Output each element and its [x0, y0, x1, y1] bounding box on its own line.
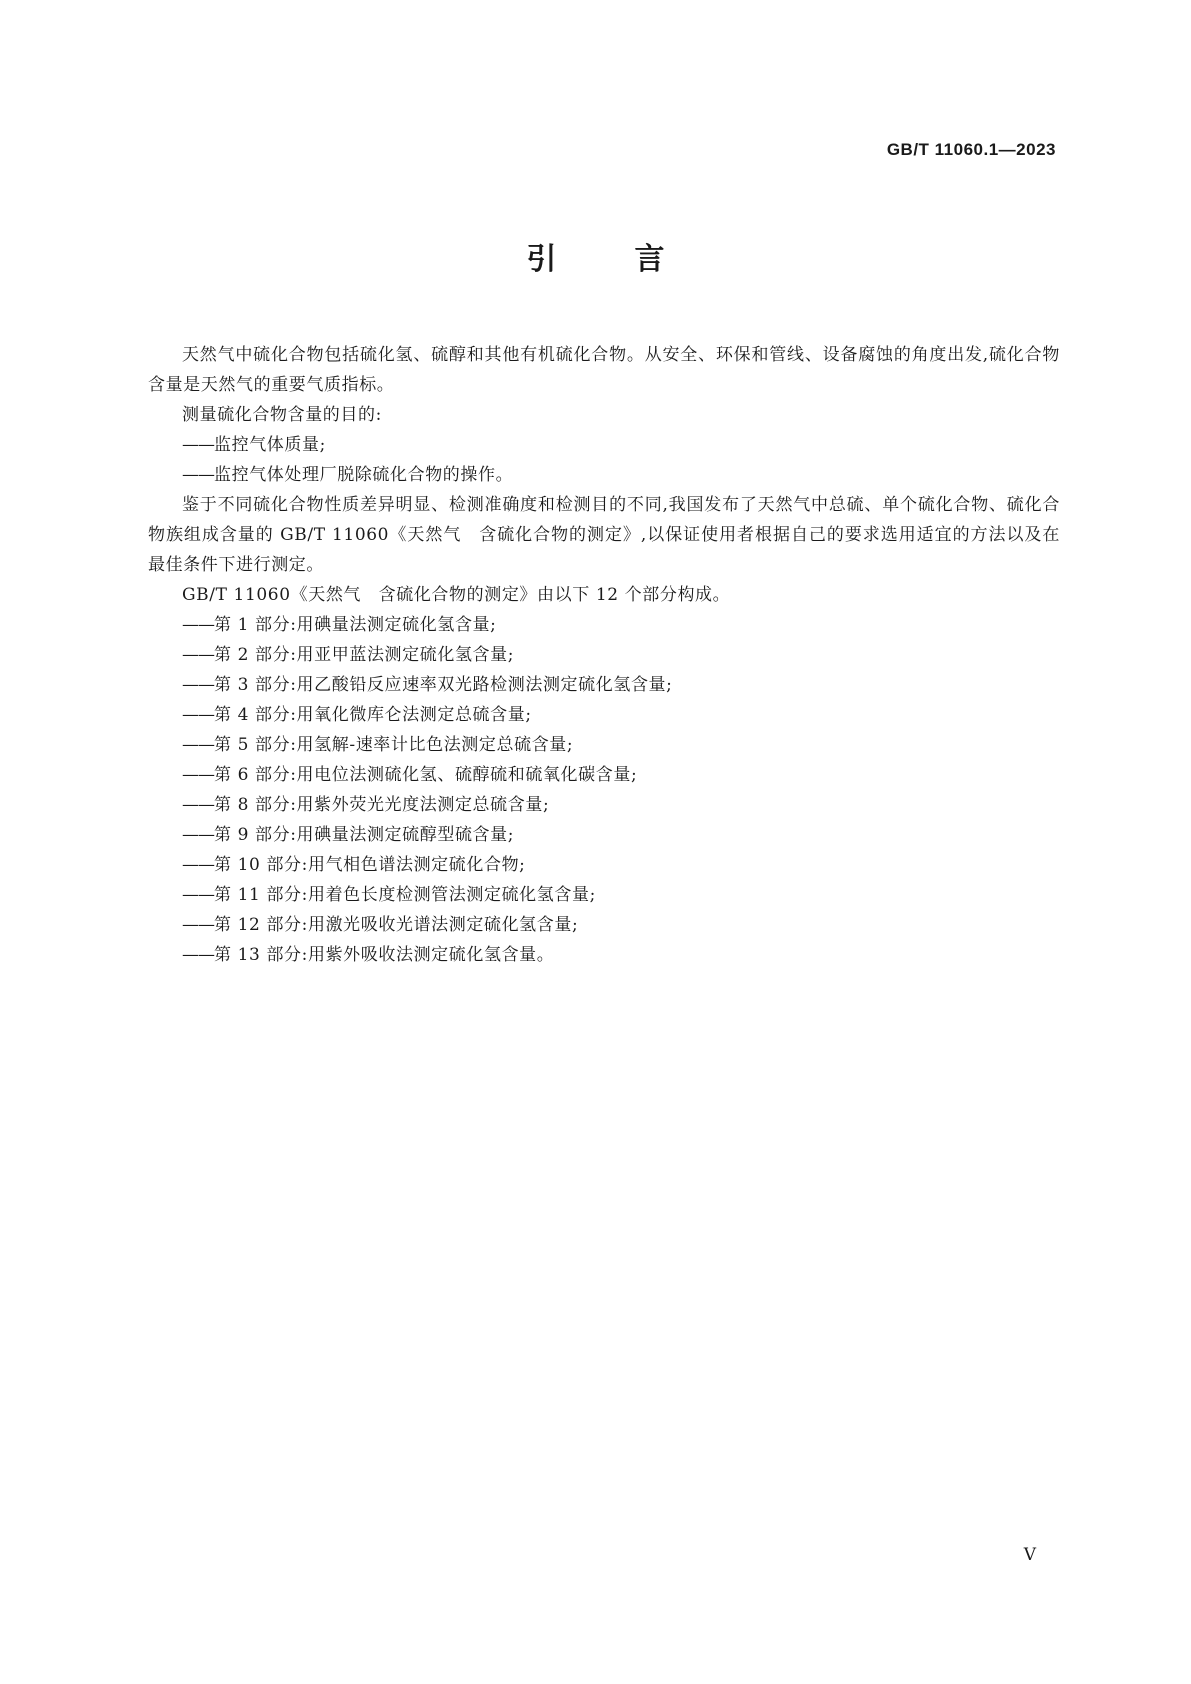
list-item: ——第 4 部分:用氧化微库仑法测定总硫含量; [182, 705, 532, 725]
dash-marker: —— [182, 825, 214, 845]
dash-marker: —— [182, 645, 214, 665]
dash-marker: —— [182, 675, 214, 695]
list-item: ——第 12 部分:用激光吸收光谱法测定硫化氢含量; [182, 915, 579, 935]
list-item: ——监控气体处理厂脱除硫化合物的操作。 [182, 465, 514, 485]
list-item: ——第 9 部分:用碘量法测定硫醇型硫含量; [182, 825, 515, 845]
parts-intro-paragraph: GB/T 11060《天然气 含硫化合物的测定》由以下 12 个部分构成。 [182, 585, 731, 605]
dash-marker: —— [182, 465, 214, 485]
dash-marker: —— [182, 885, 214, 905]
parts-list [148, 610, 1060, 970]
dash-marker: —— [182, 765, 214, 785]
list-item: ——第 5 部分:用氢解-速率计比色法测定总硫含量; [182, 735, 574, 755]
list-item: ——第 8 部分:用紫外荧光光度法测定总硫含量; [182, 795, 550, 815]
dash-marker: —— [182, 435, 214, 455]
purpose-heading: 测量硫化合物含量的目的: [182, 405, 382, 425]
list-item: ——第 11 部分:用着色长度检测管法测定硫化氢含量; [182, 885, 596, 905]
dash-marker: —— [182, 915, 214, 935]
intro-paragraph: 天然气中硫化合物包括硫化氢、硫醇和其他有机硫化合物。从安全、环保和管线、设备腐蚀的角度出发,硫化合物含量是天然气的重要气质指标。 [148, 345, 1060, 395]
list-item: ——监控气体质量; [182, 435, 326, 455]
document-body [148, 340, 1060, 970]
list-item: ——第 10 部分:用气相色谱法测定硫化合物; [182, 855, 526, 875]
list-item: ——第 13 部分:用紫外吸收法测定硫化氢含量。 [182, 945, 555, 965]
purpose-list [148, 430, 1060, 490]
page-title: 引言 [526, 242, 743, 277]
list-item: ——第 3 部分:用乙酸铅反应速率双光路检测法测定硫化氢含量; [182, 675, 673, 695]
page-number: V [1023, 1545, 1036, 1565]
list-item: ——第 1 部分:用碘量法测定硫化氢含量; [182, 615, 497, 635]
standard-code: GB/T 11060.1—2023 [886, 140, 1056, 159]
dash-marker: —— [182, 855, 214, 875]
list-item: ——第 2 部分:用亚甲蓝法测定硫化氢含量; [182, 645, 515, 665]
background-paragraph: 鉴于不同硫化合物性质差异明显、检测准确度和检测目的不同,我国发布了天然气中总硫、单个硫化合物、硫化合物族组成含量的 GB/T 11060《天然气 含硫化合物的测定》,以保证使用者根据自己的要求选用适宜的方法以及在最佳条件下进行测定。 [148, 495, 1060, 575]
dash-marker: —— [182, 735, 214, 755]
list-item: ——第 6 部分:用电位法测硫化氢、硫醇硫和硫氧化碳含量; [182, 765, 638, 785]
dash-marker: —— [182, 795, 214, 815]
dash-marker: —— [182, 615, 214, 635]
dash-marker: —— [182, 945, 214, 965]
dash-marker: —— [182, 705, 214, 725]
